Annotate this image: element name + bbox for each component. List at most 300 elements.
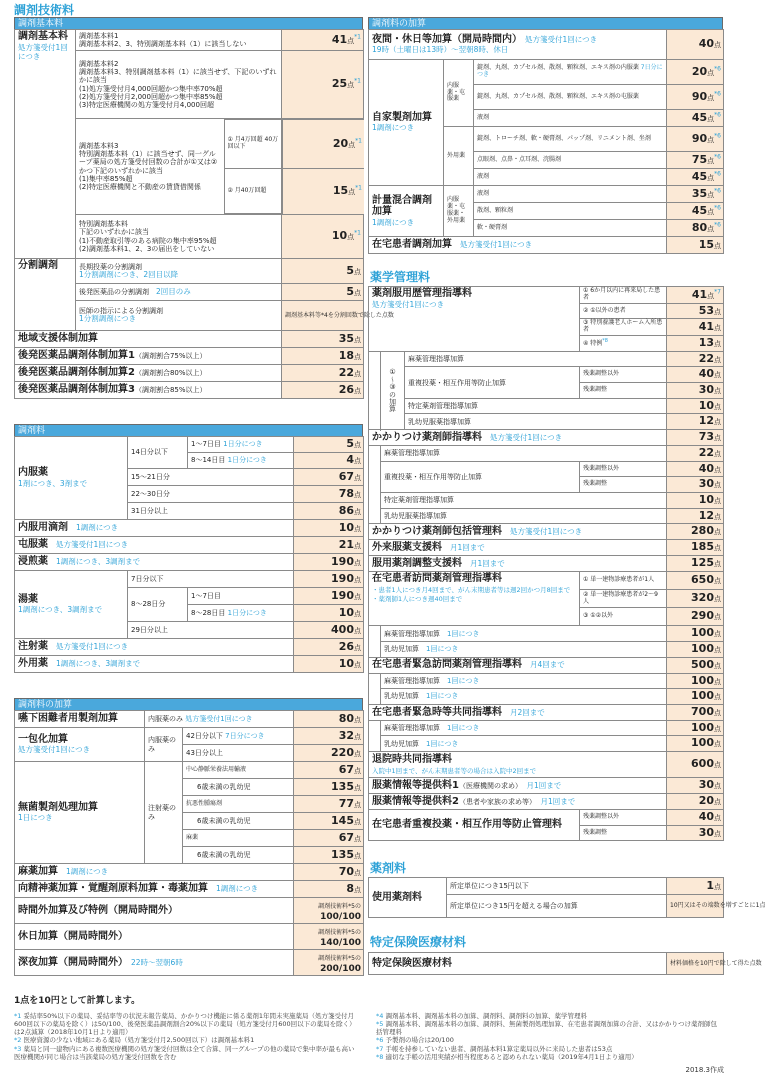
text: 40	[698, 367, 714, 381]
text: 25	[331, 77, 348, 91]
text: 点	[354, 335, 361, 344]
text: 内服薬	[18, 467, 48, 479]
table-cell	[294, 622, 364, 639]
table-cell	[188, 605, 294, 622]
text: 点	[714, 630, 721, 639]
table-cell: 液剤	[474, 169, 667, 186]
text: 20	[698, 794, 714, 808]
text: 点	[714, 613, 721, 622]
table-cell	[667, 110, 724, 127]
text: *4	[376, 1012, 384, 1020]
table-cell	[15, 950, 294, 976]
table-cell	[667, 825, 724, 841]
table-cell	[294, 588, 364, 605]
text: 点	[714, 724, 721, 733]
text: 650	[691, 573, 714, 587]
table-cell: 重複投薬・相互作用等防止加算	[405, 367, 580, 398]
text: 点	[714, 693, 721, 702]
table-cell	[369, 430, 667, 446]
text: 10	[338, 605, 354, 619]
table-cell	[667, 30, 724, 60]
text: *1	[14, 1012, 22, 1020]
drug-fee-table	[368, 877, 765, 918]
text: 点	[354, 369, 361, 378]
split-1	[76, 259, 282, 284]
text: 浸煎薬	[18, 556, 48, 568]
text: 乳幼児加算	[384, 739, 419, 748]
text: *8	[602, 338, 608, 345]
text: *1	[354, 33, 361, 41]
text: 1回につき	[426, 739, 459, 748]
table-cell	[294, 711, 364, 728]
table-cell	[667, 810, 724, 826]
table-cell	[294, 537, 364, 554]
text: 点	[354, 660, 361, 669]
table-cell	[667, 461, 724, 477]
text: 18	[338, 348, 354, 362]
table-cell: 注射薬のみ	[145, 762, 183, 864]
text: 点	[354, 766, 361, 775]
text: 点	[714, 645, 721, 654]
table-cell: ② 単一建物診療患者が2〜9人	[580, 590, 667, 608]
table-cell	[667, 398, 724, 414]
text: 5	[346, 263, 354, 277]
text: 75	[691, 152, 708, 166]
table-cell	[294, 486, 364, 503]
text: 点	[714, 340, 721, 349]
table-cell	[381, 641, 667, 657]
table-cell	[369, 351, 381, 429]
table-cell: 14日分以下	[128, 437, 188, 469]
text: 77	[338, 796, 354, 810]
text: 月4回まで	[530, 660, 565, 670]
material-table	[368, 952, 762, 975]
table-cell	[282, 284, 364, 301]
text: 点	[714, 241, 721, 250]
text: 220	[331, 745, 354, 759]
table-cell: ② 月40万回超	[224, 169, 282, 214]
text: 200/100	[320, 964, 361, 974]
text: 7日分につき	[477, 64, 663, 78]
table-cell	[667, 626, 724, 642]
text: 26	[338, 382, 354, 396]
text: 後発医薬品調剤体制加算3	[18, 384, 135, 396]
table-cell	[294, 796, 364, 813]
text: 135	[331, 847, 354, 861]
table-cell	[667, 878, 724, 895]
text: 湯薬	[18, 593, 38, 605]
text: 在宅患者緊急時等共同指導料	[372, 706, 502, 718]
section-header: 調剤料の加算	[14, 698, 363, 710]
text: 錠剤、丸剤、カプセル剤、散剤、顆粒剤、エキス剤の内服薬	[477, 64, 639, 72]
text: 100	[691, 673, 714, 687]
text: 自家製剤加算	[372, 111, 432, 123]
table-cell: 散剤、顆粒剤	[474, 203, 667, 220]
text: （調剤割合85%以上）	[134, 386, 207, 395]
text: 点	[354, 592, 361, 601]
text: 予製剤の場合は20/100	[385, 1036, 454, 1045]
text: *8	[376, 1052, 384, 1061]
table-cell: 残薬調整以外	[580, 461, 667, 477]
table-cell	[294, 898, 364, 924]
text: 53	[698, 303, 714, 317]
text: 40	[698, 37, 714, 51]
text: ・患者1人につき月4回まで、がん末期患者等は週2回かつ月8回まで ・薬剤師1人につき週40回まで	[372, 585, 571, 604]
text: 290	[691, 609, 714, 623]
text: 1調剤につき	[216, 884, 259, 894]
footnote	[376, 1053, 721, 1061]
text: 点	[714, 798, 721, 807]
table-cell	[667, 203, 724, 220]
table-cell	[667, 736, 724, 752]
text: 185	[691, 540, 714, 554]
text: 妥結率50%以下の薬局、妥結率等の状況未報告薬局、かかりつけ機能に係る薬剤1年間未実施薬局（処方箋受付月600回以下の薬局を除く）は50/100、後発医薬品調剤割合20%以下の薬局（処方箋受付月600回以下の薬局を除く）は2点減算（2018年10月1日より適用）	[14, 1012, 356, 1037]
table-cell: 31日分以上	[128, 503, 294, 520]
text: 1調剤につき、3調剤まで	[56, 557, 141, 567]
text: 点	[714, 661, 721, 670]
naifuku-label	[15, 437, 128, 520]
table-cell: 使用薬剤料	[369, 878, 447, 918]
text: 10	[698, 492, 714, 506]
text: 8〜28日目	[191, 608, 226, 617]
date-label: 2018.3作成	[685, 1066, 724, 1074]
table-cell	[369, 720, 381, 751]
table-cell: 所定単位につき15円以下	[447, 878, 667, 895]
table-cell	[667, 572, 724, 590]
text: 月2回まで	[510, 707, 545, 717]
table-cell	[667, 492, 724, 508]
table-cell: 調剤基本料3 特別調剤基本料（1）に該当せず、同一グループ薬局の処方箋受付回数の合計が①又は②かつ下記のいずれかに該当 (1)集中率85%超 (2)特定医療機関と不動産の賃貸借関係	[76, 120, 224, 214]
table-cell: 休日加算（開局時間外）	[15, 924, 294, 950]
text: 1回につき	[426, 645, 459, 654]
text: 73	[698, 430, 714, 444]
text: 1調剤につき	[76, 523, 119, 533]
row-label	[15, 382, 282, 399]
text: 点	[354, 507, 361, 516]
table-cell: 乳幼児服薬指導加算	[381, 508, 667, 524]
table-cell	[369, 778, 667, 794]
text: 100	[691, 626, 714, 640]
text: 点	[354, 352, 361, 361]
text: 点	[714, 450, 721, 459]
table-cell: 10円又はその端数を増すごとに1点	[667, 895, 724, 918]
text: 点	[714, 41, 721, 50]
table-cell	[369, 572, 580, 626]
text: 点	[354, 288, 361, 297]
text: 深夜加算（開局時間外）	[18, 956, 123, 968]
text: 13	[698, 336, 714, 350]
text: 調剤基本料、調剤基本料の加算、調剤料、無菌製剤処理加算、在宅患者調剤加算の合計、又はかかりつけ薬剤師包括管理料	[376, 1020, 717, 1037]
table-cell	[15, 639, 294, 656]
table-cell	[282, 120, 364, 169]
table-cell	[369, 186, 444, 237]
text: 19時（土曜日は13時）〜翌朝8時、休日	[372, 45, 509, 55]
table-cell: ① 月4万回超 40万回以下	[224, 120, 282, 169]
pt	[282, 51, 364, 119]
text: 処方箋受付1回につき	[185, 714, 253, 723]
text: ④ 特例	[583, 340, 603, 348]
table-cell: 特定保険医療材料	[369, 953, 667, 975]
text: 点	[714, 481, 721, 490]
table-cell	[369, 794, 667, 810]
table-cell: 調剤基本料等*4を分割回数で除した点数	[282, 301, 364, 331]
table-cell: 6歳未満の乳幼児	[183, 847, 294, 864]
text: 乳幼児加算	[384, 645, 419, 654]
text: 10	[338, 520, 354, 534]
table-cell: ① 6か月以内に再来局した患者	[580, 287, 667, 304]
row-label	[15, 348, 282, 365]
text: 点	[354, 800, 361, 809]
table-cell	[369, 752, 667, 778]
table-cell	[15, 554, 294, 571]
table-cell: 15〜21日分	[128, 469, 294, 486]
text: 医療資源の少ない地域にある薬局（処方箋受付月2,500回以下）は調剤基本料1	[23, 1036, 255, 1045]
text: *7	[376, 1044, 384, 1053]
text: 1回につき	[426, 692, 459, 701]
text: 15	[698, 237, 714, 251]
text: 点	[714, 402, 721, 411]
table-cell	[369, 704, 667, 720]
table-cell: 6歳未満の乳幼児	[183, 779, 294, 796]
text: 点	[354, 732, 361, 741]
basic-fee-label	[15, 30, 76, 259]
text: 140/100	[320, 938, 361, 948]
text: 外来服薬支援料	[372, 542, 442, 553]
table-cell: 麻薬管理指導加算	[405, 351, 667, 367]
table-cell	[667, 608, 724, 626]
table-cell	[667, 704, 724, 720]
table-cell: 乳幼児服薬指導加算	[405, 414, 667, 430]
table-cell	[183, 728, 294, 745]
text: 点	[354, 834, 361, 843]
table-cell: 点眼剤、点鼻・点耳剤、浣腸剤	[474, 152, 667, 169]
text: 夜間・休日等加算（開局時間内）	[372, 33, 517, 45]
table-cell	[282, 348, 364, 365]
drug-fee-section	[368, 877, 765, 918]
text: 点	[714, 740, 721, 749]
text: 乳幼児加算	[384, 692, 419, 701]
table-cell: 残薬調整	[580, 825, 667, 841]
text: *6	[714, 170, 721, 178]
text: 点	[707, 156, 715, 165]
table-cell: 43日分以上	[183, 745, 294, 762]
table-cell	[282, 382, 364, 399]
table-cell	[369, 673, 381, 704]
text: 点	[714, 418, 721, 427]
table-cell	[667, 556, 724, 572]
table-cell: 残薬調整	[580, 477, 667, 493]
text: 退院時共同指導料	[372, 754, 452, 766]
table-cell	[667, 689, 724, 705]
table-cell: 在宅患者重複投薬・相互作用等防止管理料	[369, 810, 580, 841]
text: 41	[698, 319, 714, 333]
text: 点	[714, 782, 721, 791]
text: 点	[707, 93, 715, 102]
table-cell	[667, 477, 724, 493]
text: 分割調剤	[18, 260, 58, 271]
text: 点	[714, 595, 721, 604]
table-cell	[667, 127, 724, 152]
table-cell: 錠剤、トローチ剤、軟・硬膏剤、パップ剤、リニメント剤、坐剤	[474, 127, 667, 152]
text: 月1回まで	[470, 559, 505, 568]
table-cell	[282, 331, 364, 348]
table-cell	[381, 736, 667, 752]
text: 42日分以下	[186, 731, 223, 740]
text: *7	[714, 287, 721, 295]
text: *6	[714, 204, 721, 212]
text: 700	[691, 704, 714, 718]
text: 向精神薬加算・覚醒剤原料加算・毒薬加算	[18, 883, 208, 895]
text: 服用薬剤調整支援料	[372, 558, 462, 569]
table-cell	[294, 847, 364, 864]
text: 点	[354, 386, 361, 395]
table-cell	[294, 779, 364, 796]
text: 点	[714, 814, 721, 823]
table-cell: 残薬調整以外	[580, 367, 667, 383]
text: 点	[714, 512, 721, 521]
text: 70	[338, 864, 354, 878]
table-cell	[667, 641, 724, 657]
text: 12	[698, 414, 714, 428]
text: 点	[714, 761, 721, 770]
text: 点	[354, 575, 361, 584]
text: 67	[338, 830, 354, 844]
text: 10	[698, 398, 714, 412]
text: 35	[691, 186, 708, 200]
row-label	[15, 365, 282, 382]
text: 100	[691, 689, 714, 703]
text: 点	[714, 560, 721, 569]
text: 点	[714, 323, 721, 332]
table-cell: 麻薬	[183, 830, 294, 847]
footnote	[376, 1036, 721, 1044]
text: 服薬情報等提供料2	[372, 795, 459, 807]
text: 点	[707, 68, 715, 77]
text: 点	[714, 528, 721, 537]
table-cell	[15, 656, 294, 673]
table-cell	[282, 259, 364, 284]
text: 点	[714, 829, 721, 838]
text: 15	[332, 184, 349, 198]
text: 点	[714, 677, 721, 686]
basic-fee-3	[76, 119, 362, 215]
text: 4	[346, 453, 354, 467]
text: 10	[338, 656, 354, 670]
table-cell: ③ ①②以外	[580, 608, 667, 626]
basic-fee-2: 調剤基本料2 調剤基本料3、特別調剤基本料（1）に該当せず、下記のいずれかに該当 (1)処方箋受付月4,000回超かつ集中率70%超 (2)処方箋受付月2,000回超かつ集中率85%超 (3)特定医療機関の処方箋受付月4,000回超	[76, 51, 282, 119]
table-cell	[667, 336, 724, 352]
text: 90	[691, 89, 708, 103]
table-cell: ② ①以外の患者	[580, 303, 667, 319]
text: 67	[338, 762, 354, 776]
table-cell	[667, 85, 724, 110]
text: *2	[14, 1036, 22, 1045]
text: 1〜7日目	[191, 440, 221, 449]
text: 内服用滴剤	[18, 522, 68, 534]
table-cell	[294, 639, 364, 656]
basic-fee-1: 調剤基本料1 調剤基本料2、3、特別調剤基本料（1）に該当しない	[76, 30, 282, 51]
table-cell: 6歳未満の乳幼児	[183, 813, 294, 830]
text: 点	[354, 626, 361, 635]
text: 点	[714, 882, 721, 891]
table-cell	[667, 152, 724, 169]
text: かかりつけ薬剤師指導料	[372, 431, 482, 443]
text: 点	[707, 173, 715, 182]
text: 30	[698, 778, 714, 792]
table-cell	[369, 556, 667, 572]
text: かかりつけ薬剤師包括管理料	[372, 526, 502, 537]
table-cell	[294, 437, 364, 453]
text: *1	[355, 184, 362, 192]
table-cell: 7日分以下	[128, 571, 294, 588]
text: 在宅患者訪問薬剤管理指導料	[372, 573, 502, 585]
text: *6	[714, 90, 721, 98]
text: 1日分につき	[227, 456, 267, 465]
table-cell: 内服薬・屯服薬	[444, 60, 474, 127]
text: *1	[354, 77, 361, 85]
text: 点	[714, 387, 721, 396]
text: 80	[691, 220, 708, 234]
table-cell: ① 単一建物診療患者が1人	[580, 572, 667, 590]
table-cell	[369, 524, 667, 540]
table-cell: 軟・硬膏剤	[474, 220, 667, 237]
table-cell	[294, 554, 364, 571]
text: 80	[338, 711, 354, 725]
table-cell	[294, 924, 364, 950]
text: *6	[714, 153, 721, 161]
table-cell	[667, 414, 724, 430]
text: 点	[348, 188, 356, 197]
text: 後発医薬品の分割調剤	[79, 287, 149, 296]
text: 処方箋受付1回につき	[490, 432, 563, 442]
table-cell	[667, 319, 724, 336]
text: 後発医薬品調剤体制加算1	[18, 350, 135, 362]
text: （医療機関の求め）	[458, 781, 519, 790]
special-basic-fee: 特別調剤基本料 下記のいずれかに該当 (1)不動産取引等のある病院の集中率95%超 (2)調剤基本料1、2、3の届出をしていない	[76, 215, 282, 259]
table-cell	[381, 626, 667, 642]
table-cell	[294, 571, 364, 588]
text: 点	[354, 851, 361, 860]
text: 20	[332, 136, 349, 150]
text: 30	[698, 477, 714, 491]
page-title: 調剤技術料	[14, 3, 75, 17]
text: 手帳を持参していない患者、調剤基本料1算定薬局以外に来局した患者は53点	[385, 1044, 613, 1053]
text: 2回目のみ	[156, 286, 191, 296]
text: 適切な手帳の活用実績が相当程度あると認められない薬局（2019年4月1日より適用）	[385, 1052, 638, 1061]
text: 後発医薬品調剤体制加算2	[18, 367, 135, 379]
text: 点	[707, 224, 715, 233]
footnotes-left	[14, 1012, 359, 1061]
table-cell: 内服薬のみ	[145, 728, 183, 762]
table-cell: 特定薬剤管理指導加算	[405, 398, 667, 414]
text: 点	[714, 708, 721, 717]
text: 月1回まで	[450, 543, 485, 552]
text: 点	[707, 114, 715, 123]
table-cell	[667, 778, 724, 794]
table-cell	[294, 813, 364, 830]
pt	[282, 215, 364, 259]
text: 点	[714, 577, 721, 586]
addition-table	[14, 710, 364, 976]
table-cell	[294, 503, 364, 520]
text: 5	[346, 437, 354, 451]
text: 注射薬	[18, 641, 48, 653]
table-cell	[294, 453, 364, 469]
text: 1分割調剤につき	[79, 314, 137, 324]
text: 点	[354, 643, 361, 652]
text: 点	[354, 885, 361, 894]
table-cell: 嚥下困難者用製剤加算	[15, 711, 145, 728]
